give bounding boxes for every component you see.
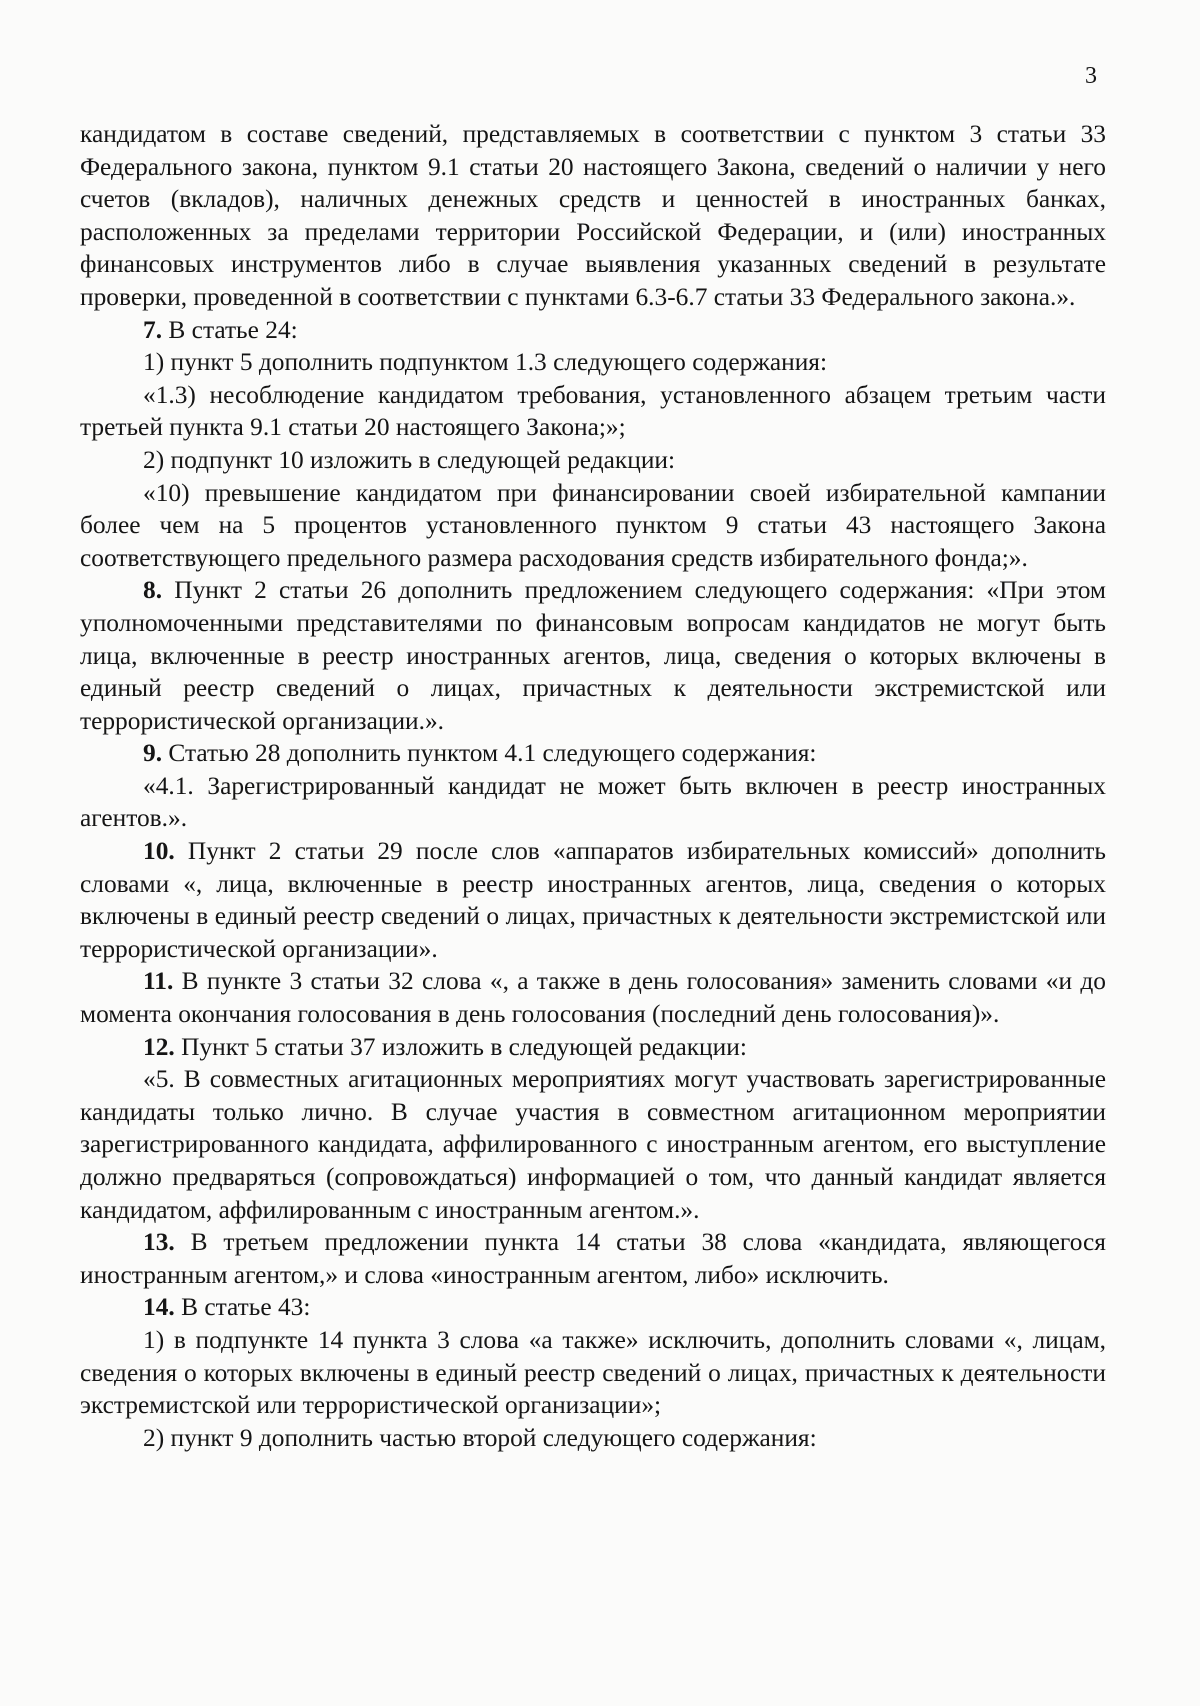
paragraph-text: «10) превышение кандидатом при финансировании своей избирательной кампании более чем на 5 процентов установленного пунктом 9 статьи 43 настоящего Закона соответствующего предельного размера расходования средств избирательного фонда;». [80,478,1106,572]
paragraph-text: 1) в подпункте 14 пункта 3 слова «а также» исключить, дополнить словами «, лицам, сведения о которых включены в единый реестр сведений о лицах, причастных к деятельности экстремистской или террористической организации»; [80,1325,1106,1420]
paragraph-subitem [80,1324,1106,1422]
item-number: 11. [143,967,174,996]
paragraph-item-11 [80,965,1106,1030]
paragraph-text: 2) подпункт 10 изложить в следующей редакции: [143,445,676,474]
paragraph-text: Пункт 2 статьи 29 после слов «аппаратов избирательных комиссий» дополнить словами «, лица, включенные в реестр иностранных агентов, лица, сведения о которых включены в единый реестр сведений о лицах, причастных к деятельности экстремистской или террористической организации». [80,837,1106,963]
paragraph-quote [80,1063,1106,1226]
paragraph-item-9 [80,737,1106,770]
item-number: 10. [143,837,175,866]
item-number: 12. [143,1032,175,1061]
document-body [80,118,1106,1454]
item-number: 14. [143,1293,175,1322]
paragraph-quote [80,379,1106,444]
paragraph-text: В пункте 3 статьи 32 слова «, а также в день голосования» заменить словами «и до момента окончания голосования в день голосования (последний день голосования)». [80,967,1106,1029]
paragraph-text: «1.3) несоблюдение кандидатом требования, установленного абзацем третьим части третьей пункта 9.1 статьи 20 настоящего Закона;»; [80,380,1106,442]
paragraph-text: Пункт 2 статьи 26 дополнить предложением следующего содержания: «При этом уполномоченными представителями по финансовым вопросам кандидатов не могут быть лица, включенные в реестр иностранных агентов, лица, сведения о которых включены в единый реестр сведений о лицах, причастных к деятельности экстремистской или террористической организации.». [80,576,1106,735]
paragraph-subitem [80,346,1106,379]
paragraph-subitem [80,1422,1106,1455]
paragraph-text: В статье 24: [162,315,298,344]
paragraph-text: В третьем предложении пункта 14 статьи 38 слова «кандидата, являющегося иностранным агентом,» и слова «иностранным агентом, либо» исключить. [80,1228,1106,1289]
paragraph-quote [80,477,1106,575]
paragraph-item-14 [80,1291,1106,1324]
paragraph-text: «5. В совместных агитационных мероприятиях могут участвовать зарегистрированные кандидаты только лично. В случае участия в совместном агитационном мероприятии зарегистрированного кандидата, аффилированного с иностранным агентом, его выступление должно предваряться (сопровождаться) информацией о том, что данный кандидат является кандидатом, аффилированным с иностранным агентом.». [80,1065,1106,1224]
paragraph-text: В статье 43: [174,1293,311,1322]
paragraph-text: Статью 28 дополнить пунктом 4.1 следующего содержания: [162,739,817,768]
paragraph-text: кандидатом в составе сведений, представляемых в соответствии с пунктом 3 статьи 33 Федерального закона, пунктом 9.1 статьи 20 настоящего Закона, сведений о наличии у него счетов (вкладов), наличных денежных средств и ценностей в иностранных банках, расположенных за пределами территории Российской Федерации, и (или) иностранных финансовых инструментов либо в случае выявления указанных сведений в результате проверки, проведенной в соответствии с пунктами 6.3-6.7 статьи 33 Федерального закона.». [80,120,1106,311]
paragraph-item-13 [80,1226,1106,1291]
paragraph-text: 1) пункт 5 дополнить подпунктом 1.3 следующего содержания: [143,348,828,377]
paragraph-continuation [80,118,1106,314]
paragraph-subitem [80,444,1106,477]
paragraph-item-12 [80,1031,1106,1064]
paragraph-text: Пункт 5 статьи 37 изложить в следующей редакции: [174,1032,747,1061]
page-number: 3 [1085,63,1097,89]
item-number: 8. [143,576,163,605]
item-number: 13. [143,1228,175,1257]
paragraph-text: 2) пункт 9 дополнить частью второй следующего содержания: [143,1423,817,1452]
paragraph-item-10 [80,835,1106,965]
item-number: 9. [143,739,163,768]
paragraph-quote [80,770,1106,835]
item-number: 7. [143,315,163,344]
paragraph-item-8 [80,574,1106,737]
paragraph-item-7 [80,314,1106,347]
paragraph-text: «4.1. Зарегистрированный кандидат не может быть включен в реестр иностранных агентов.». [80,771,1106,833]
